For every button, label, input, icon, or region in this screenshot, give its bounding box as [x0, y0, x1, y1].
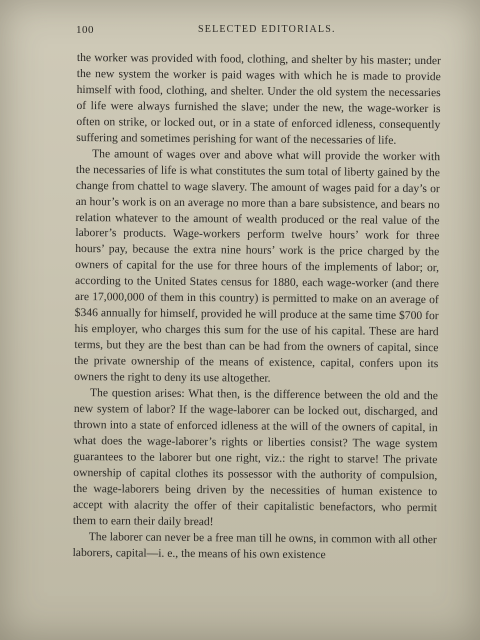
- paragraph-wages: The amount of wages over and above what will provide the worker with the necessaries of life is what constitutes the sum total of liberty gained by the change from chattel to wage slavery. The amount of wages paid for a day’s or an hour’s work is on an average no more than a bare subsistence, and bears no relation whatever to the amount of wealth produced or the real value of the laborer’s products. Wage-workers perform twelve hours’ work for three hours’ pay, because the extra nine hours’ work is the price charged by the owners of capital for the use for three hours of the implements of labor; or, according to the United States census for 1880, each wage-worker (and there are 17,000,000 of them in this country) is permitted to make on an average of $346 annually for himself, provided he will produce at the same time $700 for his employer, who charges this sum for the use of his capital. These are hard terms, but they are the best than can be had from the owners of capital, since the private ownership of the means of existence, capital, confers upon its owners the right to deny its use altogether.: [74, 146, 441, 385]
- paragraph-question: The question arises: What then, is the difference between the old and the new system of labor? If the wage-laborer can be locked out, discharged, and thrown into a state of enforced idleness at the will of the owners of capital, in what does the wage-laborer’s rights or liberties consist? The wage system guarantees to the laborer but one right, viz.: the right to starve! The private ownership of capital clothes its possessor with the authority of compulsion, the wage-laborers being driven by the necessities of human existence to accept with alacrity the offer of their capitalistic benefactors, who permit them to earn their daily bread!: [72, 386, 439, 528]
- page-number: 100: [76, 24, 94, 36]
- body-text: [73, 50, 441, 564]
- paragraph-laborer: The laborer can never be a free man till he owns, in common with all other laborers, capital—i. e., the means of his own existence: [72, 529, 437, 561]
- running-head: SELECTED EDITORIALS.: [198, 24, 336, 35]
- page-header: [76, 24, 436, 40]
- paragraph-continued: the worker was provided with food, clothing, and shelter by his master; under the new system the worker is paid wages with which he is made to provide himself with food, clothing, and shelter. Under the old system the necessaries of life were always furnished the slave; under the new, the wage-worker is often on strike, or locked out, or in a state of enforced idleness, consequently suffering and sometimes perishing for want of the necessaries of life.: [76, 50, 441, 147]
